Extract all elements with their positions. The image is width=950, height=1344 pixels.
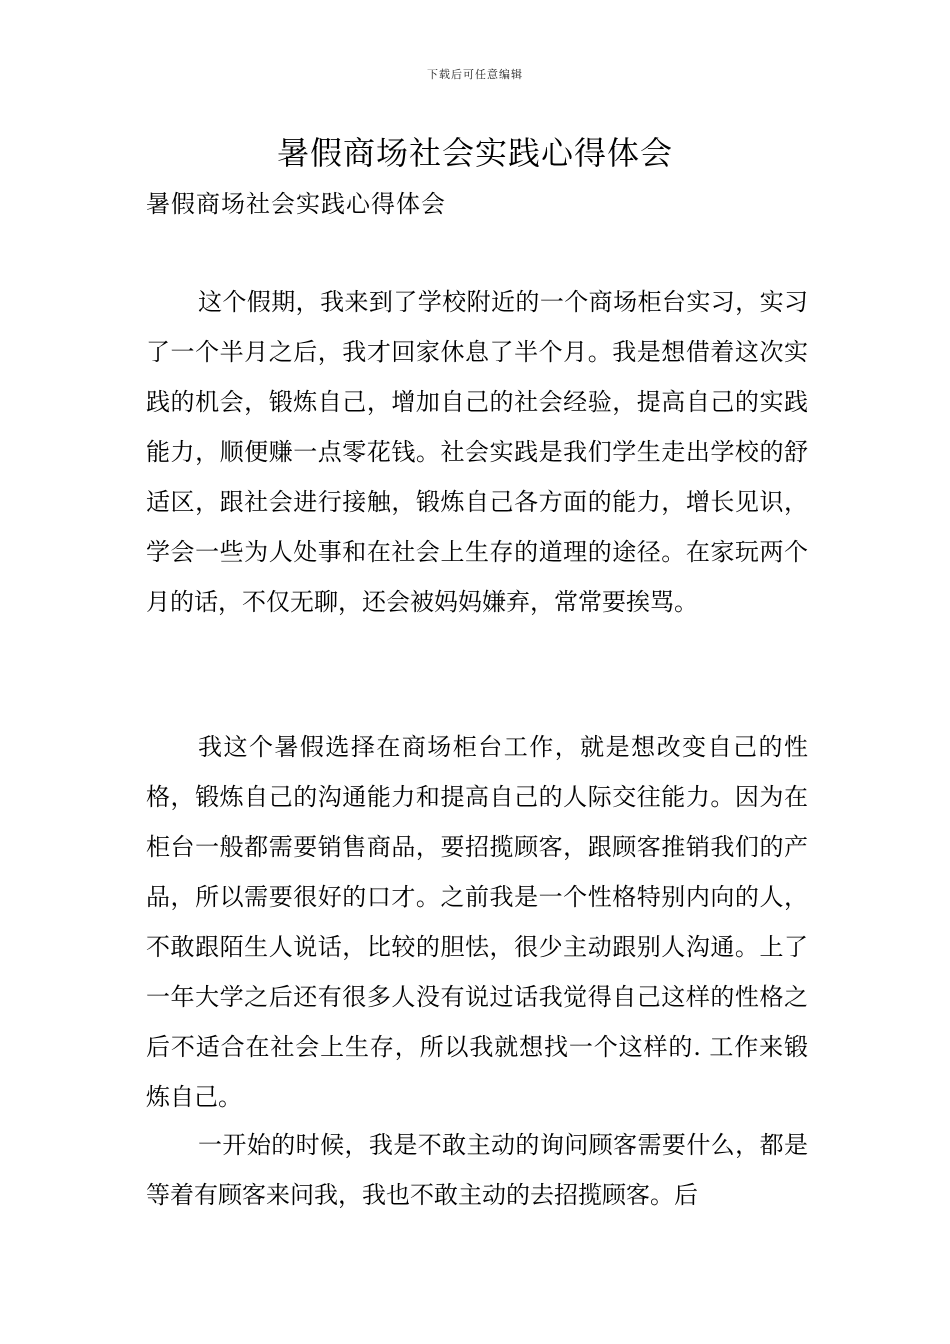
paragraph-2: 我这个暑假选择在商场柜台工作，就是想改变自己的性格，锻炼自己的沟通能力和提高自己的人际交往能力。因为在柜台一般都需要销售商品，要招揽顾客，跟顾客推销我们的产品，所以需要很好的口才。之前我是一个性格特别内向的人，不敢跟陌生人说话，比较的胆怯，很少主动跟别人沟通。上了一年大学之后还有很多人没有说过话我觉得自己这样的性格之后不适合在社会上生存，所以我就想找一个这样的. 工作来锻炼自己。 [146,733,808,1111]
paragraph-3: 一开始的时候，我是不敢主动的询问顾客需要什么，都是等着有顾客来问我，我也不敢主动的去招揽顾客。后 [146,1131,808,1209]
header-note: 下载后可任意编辑 [427,68,523,81]
document-title: 暑假商场社会实践心得体会 [276,134,673,172]
document-subtitle: 暑假商场社会实践心得体会 [146,190,446,218]
paragraph-1: 这个假期，我来到了学校附近的一个商场柜台实习，实习了一个半月之后，我才回家休息了半个月。我是想借着这次实践的机会，锻炼自己，增加自己的社会经验，提高自己的实践能力，顺便赚一点零花钱。社会实践是我们学生走出学校的舒适区，跟社会进行接触，锻炼自己各方面的能力，增长见识，学会一些为人处事和在社会上生存的道理的途径。在家玩两个月的话，不仅无聊，还会被妈妈嫌弃，常常要挨骂。 [146,288,808,616]
